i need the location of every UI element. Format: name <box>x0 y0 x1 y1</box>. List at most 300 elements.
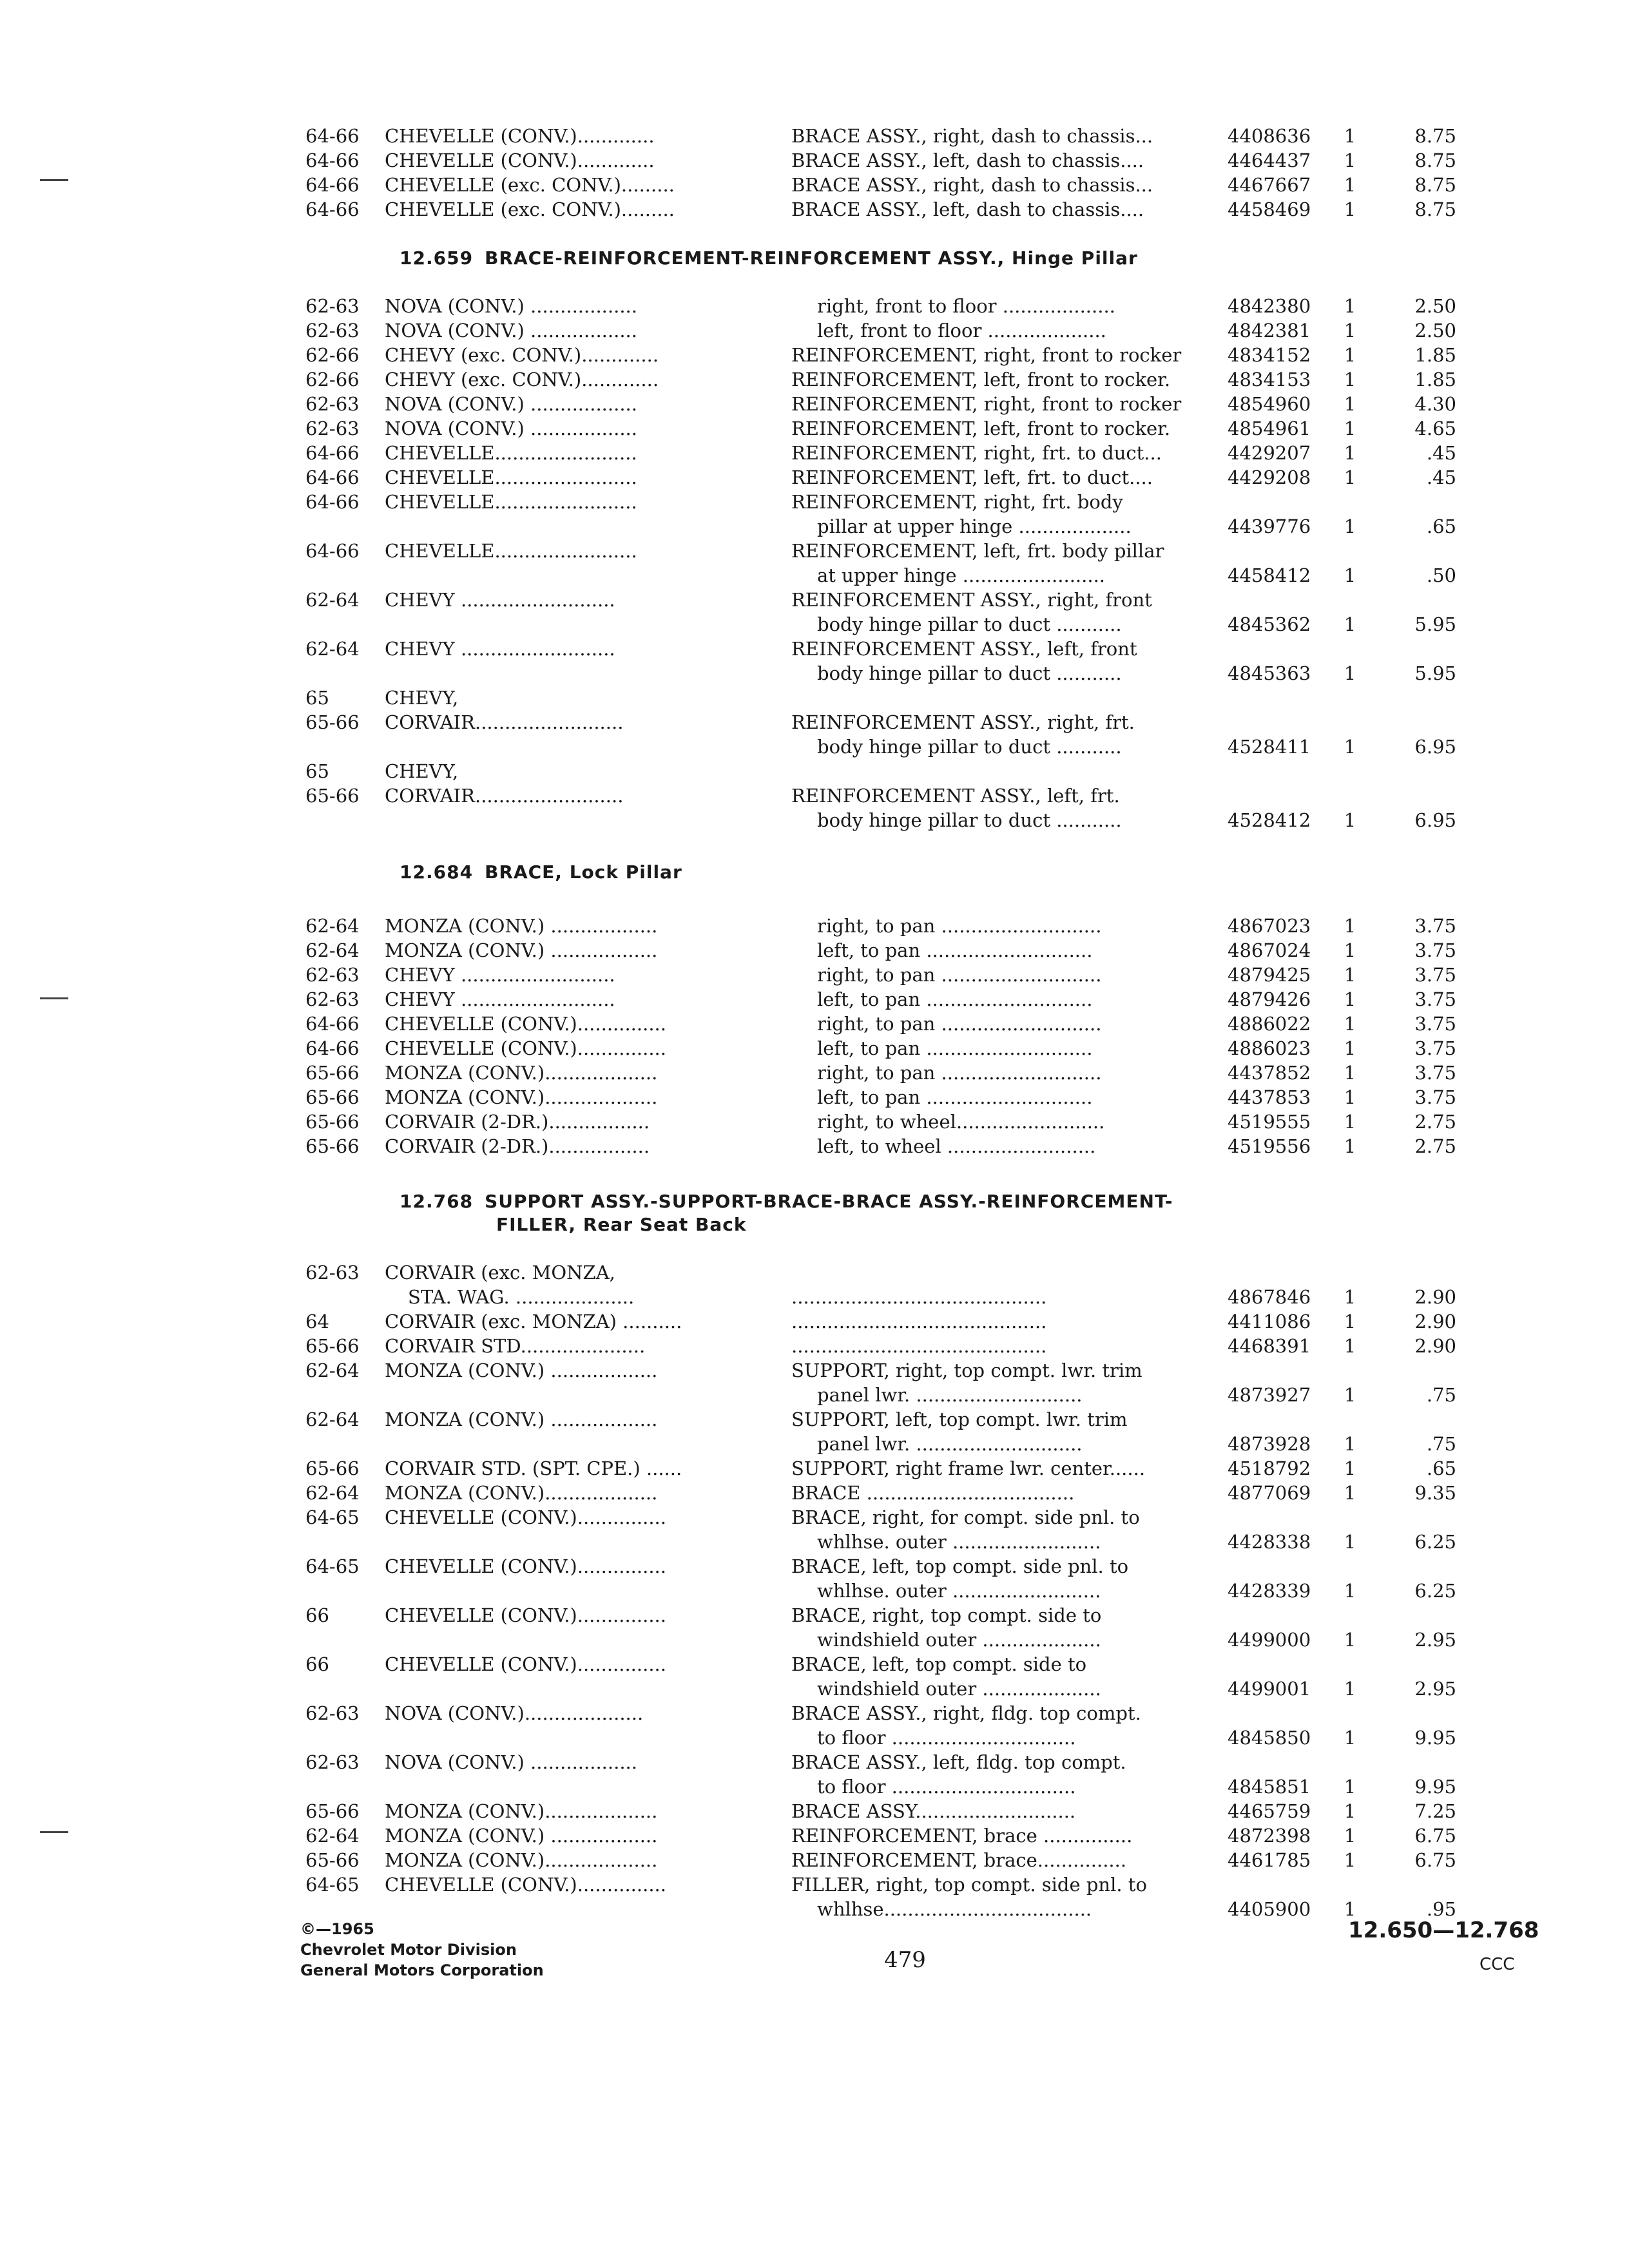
parts-table-12-684 <box>0 914 1629 1158</box>
model-cell <box>385 490 758 514</box>
price: 9.35 <box>1414 1482 1456 1504</box>
model-year: 62-63 <box>305 1751 360 1773</box>
model-name: CHEVELLE........................ <box>385 491 637 513</box>
table-row <box>0 148 1629 173</box>
model-cell <box>385 1554 758 1579</box>
part-number: 4879425 <box>1228 964 1311 986</box>
description-cell <box>791 1061 1210 1085</box>
price: 7.25 <box>1414 1800 1456 1822</box>
table-row <box>0 1061 1629 1085</box>
quantity: 1 <box>1344 1800 1356 1822</box>
section-heading-12-684 <box>400 861 1431 884</box>
quantity: 1 <box>1344 1433 1356 1455</box>
description-line: REINFORCEMENT, left, frt. body pillar <box>791 540 1164 562</box>
table-row <box>0 1554 1629 1603</box>
model-name: NOVA (CONV.) .................. <box>385 418 637 439</box>
description-cell <box>791 1260 1210 1309</box>
description-line: ........................................... <box>791 1335 1047 1357</box>
section-title: SUPPORT ASSY.-SUPPORT-BRACE-BRACE ASSY.-REINFORCEMENT- <box>485 1191 1173 1212</box>
table-row <box>0 1134 1629 1158</box>
model-name: CHEVELLE (exc. CONV.)......... <box>385 174 675 196</box>
model-cell <box>385 1012 758 1036</box>
model-year: 65-66 <box>305 1335 360 1357</box>
description-line: right, to pan ........................... <box>817 1062 1102 1084</box>
description-line <box>791 1260 1210 1285</box>
part-number: 4437853 <box>1228 1086 1311 1108</box>
model-name: CHEVY (exc. CONV.)............. <box>385 344 659 366</box>
table-row <box>0 1603 1629 1652</box>
table-row <box>0 1110 1629 1134</box>
model-name: CORVAIR STD..................... <box>385 1335 646 1357</box>
description-line: REINFORCEMENT, right, frt. body <box>791 491 1123 513</box>
table-row <box>0 686 1629 710</box>
model-year: 62-63 <box>305 988 360 1010</box>
price: 3.75 <box>1414 939 1456 961</box>
model-year: 62-63 <box>305 1702 360 1724</box>
part-number: 4405900 <box>1228 1898 1311 1920</box>
model-year: 64-66 <box>305 174 360 196</box>
quantity: 1 <box>1344 393 1356 415</box>
model-year: 64-65 <box>305 1874 360 1896</box>
table-row <box>0 318 1629 343</box>
model-name: MONZA (CONV.)................... <box>385 1482 658 1504</box>
description-cell <box>791 1554 1210 1603</box>
description-cell <box>791 637 1210 686</box>
model-cell <box>385 1823 758 1848</box>
section-heading-12-768 <box>400 1190 1431 1236</box>
quantity: 1 <box>1344 125 1356 147</box>
model-year: 64-66 <box>305 149 360 171</box>
model-year: 62-63 <box>305 1262 360 1283</box>
model-cell <box>385 1085 758 1110</box>
part-number: 4877069 <box>1228 1482 1311 1504</box>
part-number: 4867023 <box>1228 915 1311 937</box>
price: 2.75 <box>1414 1135 1456 1157</box>
table-row <box>0 416 1629 441</box>
part-number: 4428338 <box>1228 1531 1311 1553</box>
model-year: 62-64 <box>305 1360 360 1381</box>
model-cell <box>385 914 758 938</box>
description-cell <box>791 1603 1210 1652</box>
description-line: SUPPORT, left, top compt. lwr. trim <box>791 1408 1128 1430</box>
quantity: 1 <box>1344 418 1356 439</box>
description-cell <box>791 367 1210 392</box>
price: .75 <box>1426 1384 1456 1406</box>
price: 3.75 <box>1414 1086 1456 1108</box>
section-title-continued: FILLER, Rear Seat Back <box>496 1214 747 1235</box>
price: .75 <box>1426 1433 1456 1455</box>
part-number: 4519556 <box>1228 1135 1311 1157</box>
copyright-block <box>300 1919 544 1981</box>
description-cell <box>791 1012 1210 1036</box>
publisher-division: Chevrolet Motor Division <box>300 1941 517 1959</box>
description-line: to floor ............................... <box>817 1727 1076 1749</box>
model-year: 64-66 <box>305 1013 360 1035</box>
parts-table-12-768 <box>0 1260 1629 1921</box>
quantity: 1 <box>1344 915 1356 937</box>
table-row <box>0 1012 1629 1036</box>
price: .50 <box>1426 564 1456 586</box>
description-cell <box>791 197 1210 222</box>
price: .65 <box>1426 1457 1456 1479</box>
model-cell <box>385 416 758 441</box>
model-cell <box>385 124 758 148</box>
section-title: BRACE-REINFORCEMENT-REINFORCEMENT ASSY., Hinge Pillar <box>485 247 1138 269</box>
model-name: MONZA (CONV.)................... <box>385 1849 658 1871</box>
model-cell <box>385 1260 758 1309</box>
model-cell <box>385 1872 758 1897</box>
description-line: right, to pan ........................... <box>817 915 1102 937</box>
model-year: 64-66 <box>305 540 360 562</box>
price: 3.75 <box>1414 1037 1456 1059</box>
description-cell <box>791 173 1210 197</box>
description-line: BRACE, right, for compt. side pnl. to <box>791 1506 1140 1528</box>
part-number: 4845363 <box>1228 662 1311 684</box>
model-name: CHEVELLE (CONV.)............... <box>385 1555 666 1577</box>
model-year: 66 <box>305 1653 329 1675</box>
model-cell <box>385 1505 758 1530</box>
model-year: 62-64 <box>305 1408 360 1430</box>
part-number: 4854961 <box>1228 418 1311 439</box>
description-line: SUPPORT, right frame lwr. center...... <box>791 1457 1146 1479</box>
quantity: 1 <box>1344 1286 1356 1308</box>
parts-table-continued <box>0 124 1629 222</box>
model-cell <box>385 318 758 343</box>
model-year: 64-66 <box>305 1037 360 1059</box>
model-cell <box>385 539 758 563</box>
model-name: MONZA (CONV.) .................. <box>385 915 658 937</box>
model-name: NOVA (CONV.) .................. <box>385 1751 637 1773</box>
quantity: 1 <box>1344 344 1356 366</box>
quantity: 1 <box>1344 1111 1356 1133</box>
part-number: 4867024 <box>1228 939 1311 961</box>
model-cell <box>385 1334 758 1358</box>
model-cell <box>385 938 758 963</box>
description-cell <box>791 1134 1210 1158</box>
description-line: BRACE ................................... <box>791 1482 1075 1504</box>
description-cell <box>791 1652 1210 1701</box>
model-year: 64-65 <box>305 1506 360 1528</box>
model-name: CHEVELLE (exc. CONV.)......... <box>385 198 675 220</box>
model-year: 64-65 <box>305 1555 360 1577</box>
part-number: 4528412 <box>1228 809 1311 831</box>
model-cell <box>385 1701 758 1725</box>
description-cell <box>791 416 1210 441</box>
model-name: CHEVY, <box>385 760 459 782</box>
description-line: BRACE ASSY., right, fldg. top compt. <box>791 1702 1141 1724</box>
model-cell <box>385 637 758 661</box>
description-line: left, to pan ............................ <box>817 1086 1093 1108</box>
table-row <box>0 490 1629 539</box>
model-year: 65-66 <box>305 1457 360 1479</box>
model-year: 62-63 <box>305 295 360 317</box>
model-name: NOVA (CONV.) .................. <box>385 320 637 341</box>
model-name: CORVAIR (2-DR.)................. <box>385 1111 650 1133</box>
description-cell <box>791 1701 1210 1750</box>
model-cell <box>385 710 758 735</box>
model-cell <box>385 963 758 987</box>
part-number: 4834152 <box>1228 344 1311 366</box>
model-name: CORVAIR (2-DR.)................. <box>385 1135 650 1157</box>
section-title: BRACE, Lock Pillar <box>485 861 682 883</box>
model-cell <box>385 1652 758 1677</box>
description-line: BRACE ASSY........................... <box>791 1800 1076 1822</box>
part-number: 4499001 <box>1228 1678 1311 1700</box>
quantity: 1 <box>1344 515 1356 537</box>
table-row <box>0 367 1629 392</box>
table-row <box>0 1505 1629 1554</box>
table-row <box>0 1036 1629 1061</box>
price: 8.75 <box>1414 149 1456 171</box>
price: 3.75 <box>1414 1062 1456 1084</box>
model-year: 64-66 <box>305 466 360 488</box>
table-row <box>0 783 1629 832</box>
model-cell <box>385 759 758 783</box>
description-cell <box>791 1309 1210 1334</box>
model-year: 65-66 <box>305 1062 360 1084</box>
description-line: BRACE, right, top compt. side to <box>791 1604 1102 1626</box>
model-year: 62-64 <box>305 638 360 660</box>
description-cell <box>791 1407 1210 1456</box>
model-year: 64-66 <box>305 442 360 464</box>
description-line: body hinge pillar to duct ........... <box>817 662 1122 684</box>
model-name: CHEVY .......................... <box>385 988 615 1010</box>
model-year: 64-66 <box>305 125 360 147</box>
model-cell <box>385 1603 758 1628</box>
model-year: 65-66 <box>305 785 360 807</box>
price: 3.75 <box>1414 1013 1456 1035</box>
quantity: 1 <box>1344 1531 1356 1553</box>
description-cell <box>791 1036 1210 1061</box>
description-line: REINFORCEMENT ASSY., left, front <box>791 638 1137 660</box>
description-cell <box>791 783 1210 832</box>
catalog-code: CCC <box>1480 1955 1515 1974</box>
quantity: 1 <box>1344 1825 1356 1847</box>
quantity: 1 <box>1344 295 1356 317</box>
description-cell <box>791 1110 1210 1134</box>
description-line: left, front to floor .................... <box>817 320 1106 341</box>
description-line: body hinge pillar to duct ........... <box>817 736 1122 758</box>
quantity: 1 <box>1344 1086 1356 1108</box>
quantity: 1 <box>1344 1335 1356 1357</box>
table-row <box>0 1799 1629 1823</box>
description-cell <box>791 1750 1210 1799</box>
price: 2.95 <box>1414 1629 1456 1651</box>
quantity: 1 <box>1344 466 1356 488</box>
quantity: 1 <box>1344 564 1356 586</box>
price: 2.90 <box>1414 1335 1456 1357</box>
model-cell <box>385 294 758 318</box>
model-name: CHEVY (exc. CONV.)............. <box>385 369 659 390</box>
table-row <box>0 1701 1629 1750</box>
quantity: 1 <box>1344 1311 1356 1332</box>
quantity: 1 <box>1344 736 1356 758</box>
description-cell <box>791 1481 1210 1505</box>
model-cell <box>385 367 758 392</box>
quantity: 1 <box>1344 662 1356 684</box>
model-name: MONZA (CONV.)................... <box>385 1800 658 1822</box>
model-cell <box>385 1848 758 1872</box>
model-year: 66 <box>305 1604 329 1626</box>
table-row <box>0 1358 1629 1407</box>
copyright-year: ©—1965 <box>300 1920 374 1938</box>
description-line: panel lwr. ............................ <box>817 1384 1083 1406</box>
table-row <box>0 710 1629 759</box>
quantity: 1 <box>1344 149 1356 171</box>
price: 2.90 <box>1414 1311 1456 1332</box>
model-name: CORVAIR (exc. MONZA, <box>385 1262 615 1283</box>
price: 5.95 <box>1414 662 1456 684</box>
model-year: 65-66 <box>305 1849 360 1871</box>
table-row <box>0 392 1629 416</box>
quantity: 1 <box>1344 939 1356 961</box>
model-year: 64-66 <box>305 491 360 513</box>
model-name: CHEVELLE........................ <box>385 540 637 562</box>
model-cell <box>385 197 758 222</box>
model-cell <box>385 441 758 465</box>
model-name: CHEVELLE (CONV.)............... <box>385 1506 666 1528</box>
table-row <box>0 1260 1629 1309</box>
price: 8.75 <box>1414 198 1456 220</box>
model-name: MONZA (CONV.) .................. <box>385 1360 658 1381</box>
model-cell <box>385 686 758 710</box>
quantity: 1 <box>1344 1062 1356 1084</box>
description-line: body hinge pillar to duct ........... <box>817 613 1122 635</box>
description-cell <box>791 1456 1210 1481</box>
price: 3.75 <box>1414 915 1456 937</box>
description-line: BRACE ASSY., right, dash to chassis... <box>791 125 1153 147</box>
table-row <box>0 197 1629 222</box>
model-year: 62-64 <box>305 939 360 961</box>
model-name: CORVAIR STD. (SPT. CPE.) ...... <box>385 1457 682 1479</box>
quantity: 1 <box>1344 1013 1356 1035</box>
description-line: left, to pan ............................ <box>817 939 1093 961</box>
table-row <box>0 963 1629 987</box>
table-row <box>0 294 1629 318</box>
description-line: left, to wheel ......................... <box>817 1135 1096 1157</box>
table-row <box>0 637 1629 686</box>
table-row <box>0 124 1629 148</box>
description-cell <box>791 539 1210 588</box>
description-line: at upper hinge ........................ <box>817 564 1106 586</box>
model-cell <box>385 465 758 490</box>
price: .95 <box>1426 1898 1456 1920</box>
description-cell <box>791 1823 1210 1848</box>
part-number: 4411086 <box>1228 1311 1311 1332</box>
price: .45 <box>1426 466 1456 488</box>
table-row <box>0 1309 1629 1334</box>
table-row <box>0 1848 1629 1872</box>
price: 3.75 <box>1414 964 1456 986</box>
description-line: right, to pan ........................... <box>817 1013 1102 1035</box>
model-year: 62-64 <box>305 915 360 937</box>
model-name: MONZA (CONV.) .................. <box>385 1408 658 1430</box>
table-row <box>0 343 1629 367</box>
description-line: REINFORCEMENT, right, front to rocker <box>791 344 1182 366</box>
description-line: body hinge pillar to duct ........... <box>817 809 1122 831</box>
description-cell <box>791 710 1210 759</box>
model-year: 62-66 <box>305 369 360 390</box>
model-cell <box>385 1481 758 1505</box>
description-cell <box>791 1358 1210 1407</box>
table-row <box>0 1407 1629 1456</box>
model-name: CHEVY .......................... <box>385 589 615 611</box>
model-cell <box>385 1309 758 1334</box>
price: 6.75 <box>1414 1825 1456 1847</box>
part-number: 4467667 <box>1228 174 1311 196</box>
model-cell <box>385 1799 758 1823</box>
model-year: 65-66 <box>305 1086 360 1108</box>
part-number: 4528411 <box>1228 736 1311 758</box>
description-line: ........................................... <box>791 1311 1047 1332</box>
description-cell <box>791 1085 1210 1110</box>
table-row <box>0 1872 1629 1921</box>
part-number: 4465759 <box>1228 1800 1311 1822</box>
model-name: NOVA (CONV.) .................. <box>385 393 637 415</box>
quantity: 1 <box>1344 1898 1356 1920</box>
model-name-continued: STA. WAG. .................... <box>408 1286 635 1308</box>
price: 3.75 <box>1414 988 1456 1010</box>
parts-table-12-659 <box>0 294 1629 832</box>
model-year: 65-66 <box>305 1135 360 1157</box>
part-number: 4845362 <box>1228 613 1311 635</box>
quantity: 1 <box>1344 198 1356 220</box>
model-cell <box>385 343 758 367</box>
description-line: REINFORCEMENT, brace............... <box>791 1849 1127 1871</box>
part-number: 4458469 <box>1228 198 1311 220</box>
model-name: CHEVY .......................... <box>385 638 615 660</box>
description-line: BRACE ASSY., left, dash to chassis.... <box>791 149 1144 171</box>
description-line: SUPPORT, right, top compt. lwr. trim <box>791 1360 1142 1381</box>
quantity: 1 <box>1344 1678 1356 1700</box>
description-line: right, to pan ........................... <box>817 964 1102 986</box>
description-line: REINFORCEMENT, brace ............... <box>791 1825 1133 1847</box>
part-number: 4429208 <box>1228 466 1311 488</box>
model-name: MONZA (CONV.) .................. <box>385 1825 658 1847</box>
description-line: right, front to floor ................... <box>817 295 1115 317</box>
description-line: REINFORCEMENT, left, front to rocker. <box>791 418 1171 439</box>
price: 5.95 <box>1414 613 1456 635</box>
description-line: REINFORCEMENT ASSY., right, frt. <box>791 711 1135 733</box>
table-row <box>0 1456 1629 1481</box>
model-cell <box>385 392 758 416</box>
part-number: 4842380 <box>1228 295 1311 317</box>
quantity: 1 <box>1344 174 1356 196</box>
description-line: panel lwr. ............................ <box>817 1433 1083 1455</box>
price: 2.75 <box>1414 1111 1456 1133</box>
table-row <box>0 1750 1629 1799</box>
table-row <box>0 1652 1629 1701</box>
description-cell <box>791 1799 1210 1823</box>
model-name: CHEVELLE (CONV.)............... <box>385 1037 666 1059</box>
price: .65 <box>1426 515 1456 537</box>
model-cell <box>385 148 758 173</box>
description-line: BRACE ASSY., right, dash to chassis... <box>791 174 1153 196</box>
table-row <box>0 1481 1629 1505</box>
description-cell <box>791 588 1210 637</box>
model-year: 65-66 <box>305 1111 360 1133</box>
description-cell <box>791 294 1210 318</box>
model-name: MONZA (CONV.)................... <box>385 1086 658 1108</box>
table-row <box>0 759 1629 783</box>
quantity: 1 <box>1344 1037 1356 1059</box>
description-line: BRACE, left, top compt. side to <box>791 1653 1087 1675</box>
description-cell <box>791 963 1210 987</box>
quantity: 1 <box>1344 1384 1356 1406</box>
model-year: 65 <box>305 687 329 709</box>
part-number: 4437852 <box>1228 1062 1311 1084</box>
price: 8.75 <box>1414 125 1456 147</box>
